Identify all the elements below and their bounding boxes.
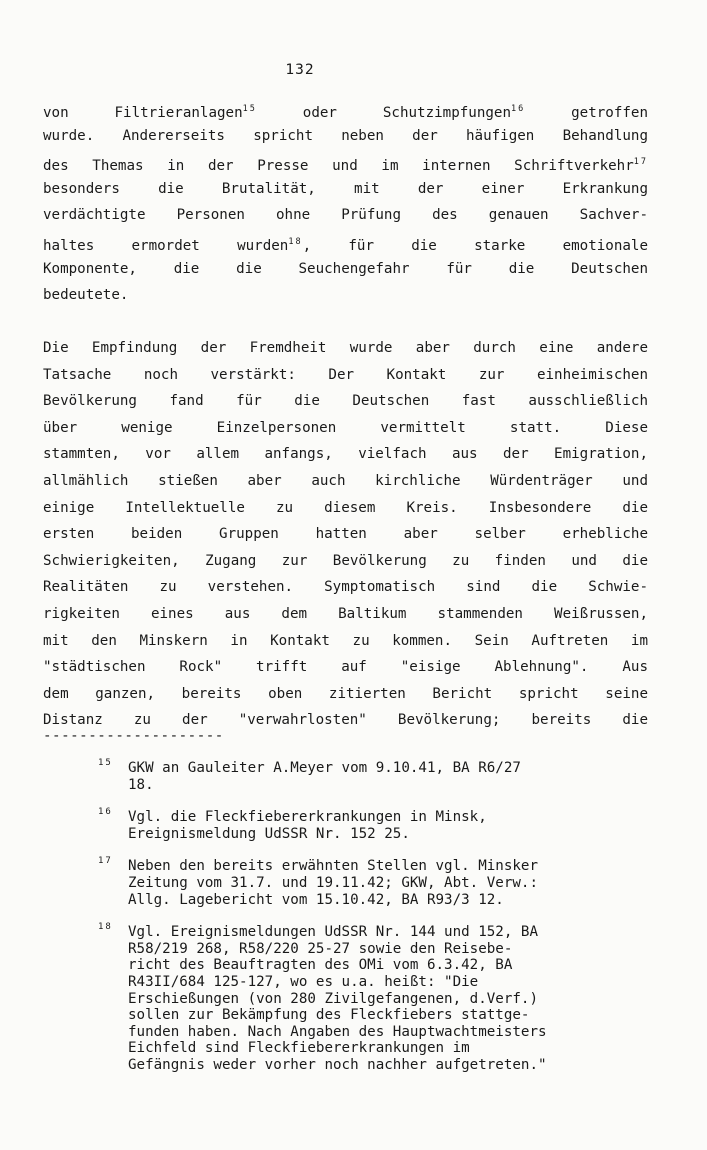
footnote-line: Vgl. die Fleckfiebererkrankungen in Minsk,	[128, 809, 487, 826]
text-line: Komponente, die die Seuchengefahr für die Deutschen	[43, 260, 648, 277]
text-line: Tatsache noch verstärkt: Der Kontakt zur einheimischen	[43, 366, 648, 383]
text-line: dem ganzen, bereits oben zitierten Bericht spricht seine	[43, 685, 648, 702]
footnote-number: 18	[98, 922, 113, 933]
text-line: "städtischen Rock" trifft auf "eisige Ablehnung". Aus	[43, 659, 648, 676]
text-line: mit den Minskern in Kontakt zu kommen. Sein Auftreten im	[43, 632, 648, 649]
text-line: Schwierigkeiten, Zugang zur Bevölkerung zu finden und die	[43, 552, 648, 569]
text-line: über wenige Einzelpersonen vermittelt statt. Diese	[43, 419, 648, 436]
footnote-line: 18.	[128, 776, 154, 793]
text-line: Bevölkerung fand für die Deutschen fast ausschließlich	[43, 393, 648, 410]
footnote-line: funden haben. Nach Angaben des Hauptwachtmeisters	[128, 1023, 547, 1040]
footnote-line: Zeitung vom 31.7. und 19.11.42; GKW, Abt. Verw.:	[128, 874, 538, 891]
footnote-line: R43II/684 125-127, wo es u.a. heißt: "Die	[128, 973, 479, 990]
text-line: ersten beiden Gruppen hatten aber selber erhebliche	[43, 526, 648, 543]
text-line: bedeutete.	[43, 287, 129, 304]
footnote-18	[98, 924, 658, 1073]
footnote-ref: 18	[288, 236, 303, 247]
footnote-number: 17	[98, 856, 113, 867]
text-line: stammten, vor allem anfangs, vielfach aus der Emigration,	[43, 446, 648, 463]
page-number: 132	[285, 62, 315, 78]
paragraph-2	[43, 335, 648, 734]
footnote-number: 16	[98, 807, 113, 818]
footnote-ref: 15	[242, 104, 257, 114]
text-line: Die Empfindung der Fremdheit wurde aber durch eine andere	[43, 340, 648, 356]
footnote-line: Vgl. Ereignismeldungen UdSSR Nr. 144 und 152, BA	[128, 924, 538, 941]
footnotes	[98, 760, 658, 1090]
footnote-17	[98, 858, 658, 908]
text-line: allmählich stießen aber auch kirchliche Würdenträger und	[43, 472, 648, 489]
footnote-16	[98, 809, 658, 842]
footnote-line: Allg. Lagebericht vom 15.10.42, BA R93/3 12.	[128, 891, 504, 908]
footnote-line: Gefängnis weder vorher noch nachher aufgetreten."	[128, 1056, 547, 1073]
text-line: rigkeiten eines aus dem Baltikum stammenden Weißrussen,	[43, 605, 648, 622]
text-line: des Themas in der Presse und im internen Schriftverkehr$^{17}$	[43, 157, 648, 175]
text-line: einige Intellektuelle zu diesem Kreis. Insbesondere die	[43, 499, 648, 516]
text-line: haltes ermordet wurden$^{18}$, für die starke emotionale	[43, 236, 649, 254]
text-line: Distanz zu der "verwahrlosten" Bevölkerung; bereits die	[43, 712, 648, 729]
footnote-line: Erschießungen (von 280 Zivilgefangenen, d.Verf.)	[128, 990, 538, 1007]
text-line: verdächtigte Personen ohne Prüfung des genauen Sachver-	[43, 207, 648, 224]
footnote-line: Ereignismeldung UdSSR Nr. 152 25.	[128, 825, 410, 842]
footnote-line: Eichfeld sind Fleckfiebererkrankungen im	[128, 1040, 470, 1057]
footnote-ref: 17	[633, 157, 648, 168]
text-line: wurde. Andererseits spricht neben der häufigen Behandlung	[43, 127, 648, 144]
footnote-line: Neben den bereits erwähnten Stellen vgl. Minsker	[128, 858, 538, 875]
footnote-ref: 16	[510, 104, 526, 114]
text-line: Realitäten zu verstehen. Symptomatisch sind die Schwie-	[43, 579, 648, 596]
footnote-line: GKW an Gauleiter A.Meyer vom 9.10.41, BA R6/27	[128, 760, 521, 776]
footnote-number: 15	[98, 758, 113, 768]
footnote-separator: --------------------	[43, 728, 224, 744]
paragraph-1	[43, 96, 648, 309]
footnote-line: sollen zur Bekämpfung des Fleckfiebers stattge-	[128, 1007, 530, 1024]
text-line: besonders die Brutalität, mit der einer Erkrankung	[43, 180, 648, 197]
text-line: von Filtrieranlagen$^{15}$ oder Schutzimpfungen$^{16}$ getroffen	[43, 104, 649, 121]
footnote-15	[98, 760, 658, 793]
footnote-line: richt des Beauftragten des OMi vom 6.3.42, BA	[128, 957, 513, 974]
footnote-line: R58/219 268, R58/220 25-27 sowie den Reisebe-	[128, 940, 513, 957]
